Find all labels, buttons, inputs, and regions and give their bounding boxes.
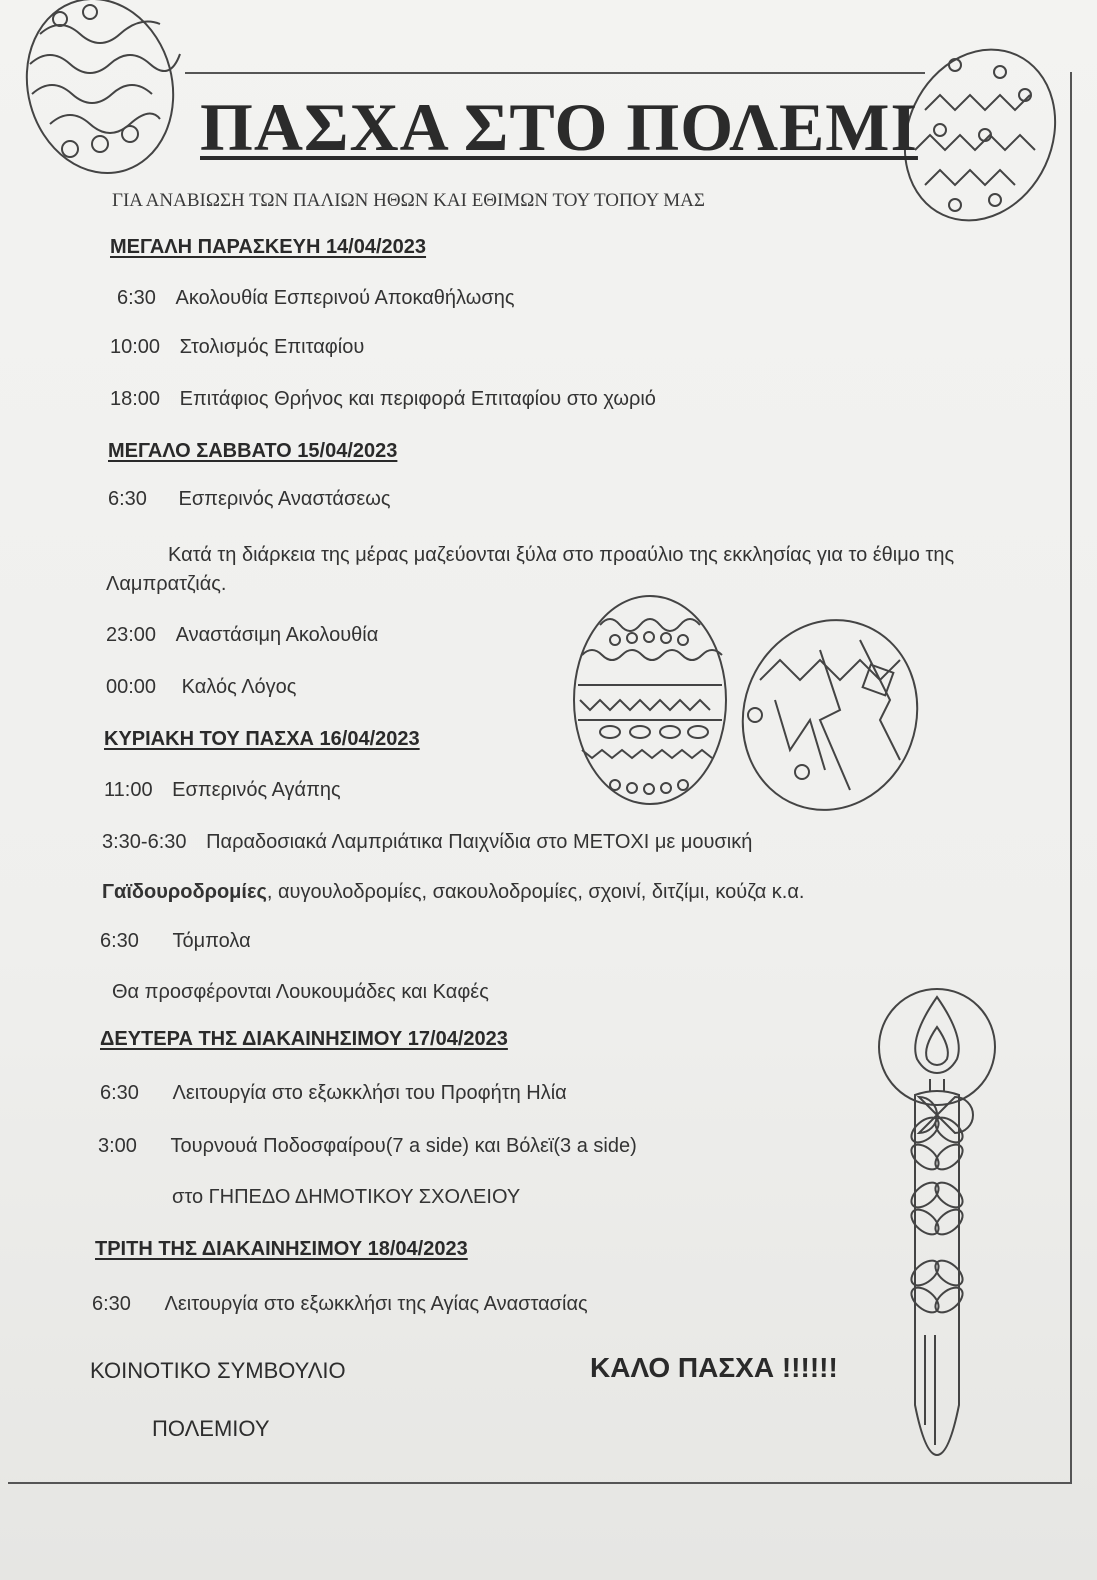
event-time: 10:00 [110, 336, 161, 358]
organizer-line-2: ΠΟΛΕΜΙΟΥ [152, 1416, 270, 1441]
games-highlight: Γαϊδουροδρομίες [102, 881, 267, 903]
easter-egg-icon [10, 0, 180, 184]
event-row [100, 1082, 567, 1105]
day-heading: ΜΕΓΑΛΗ ΠΑΡΑΣΚΕΥΗ 14/04/2023 [110, 236, 427, 258]
event-desc: Ακολουθία Εσπερινού Αποκαθήλωσης [175, 287, 515, 309]
easter-eggs-pair-icon [570, 590, 930, 820]
event-time: 00:00 [106, 676, 157, 698]
event-time: 3:30-6:30 [102, 831, 187, 853]
event-row [104, 779, 341, 802]
event-time: 11:00 [104, 779, 153, 801]
event-desc: Στολισμός Επιταφίου [179, 336, 365, 358]
event-row [102, 831, 752, 854]
event-time: 18:00 [110, 388, 161, 410]
event-time: 23:00 [106, 624, 157, 646]
event-time: 6:30 [108, 488, 147, 510]
event-desc: Αναστάσιμη Ακολουθία [175, 624, 379, 646]
event-time: 6:30 [100, 1082, 139, 1104]
easter-greeting: ΚΑΛΟ ΠΑΣΧΑ !!!!!! [590, 1352, 838, 1383]
event-row [108, 488, 391, 511]
event-row [106, 624, 378, 647]
event-desc: Τουρνουά Ποδοσφαίρου(7 a side) και Βόλεϊ(3 a side) [170, 1135, 637, 1157]
event-row [110, 336, 364, 359]
event-row [117, 287, 514, 310]
event-row [110, 388, 656, 411]
event-time: 6:30 [117, 287, 156, 309]
easter-candle-icon [875, 985, 1015, 1465]
offer-line: Θα προσφέρονται Λουκουμάδες και Καφές [112, 981, 489, 1003]
event-row [98, 1135, 637, 1158]
day-heading: ΚΥΡΙΑΚΗ ΤΟΥ ΠΑΣΧΑ 16/04/2023 [104, 728, 420, 750]
event-row [100, 930, 251, 953]
day-heading: ΜΕΓΑΛΟ ΣΑΒΒΑΤΟ 15/04/2023 [108, 440, 398, 462]
event-desc: Τόμπολα [172, 930, 251, 952]
page-title: ΠΑΣΧΑ ΣΤΟ ΠΟΛΕΜΙ [200, 89, 918, 165]
games-list [102, 881, 805, 904]
event-time: 6:30 [92, 1293, 131, 1315]
day-heading: ΔΕΥΤΕΡΑ ΤΗΣ ΔΙΑΚΑΙΝΗΣΙΜΟΥ 17/04/2023 [100, 1028, 508, 1050]
event-row [106, 676, 296, 699]
event-desc: Επιτάφιος Θρήνος και περιφορά Επιταφίου στο χωριό [179, 388, 656, 410]
event-desc: Παραδοσιακά Λαμπριάτικα Παιχνίδια στο ΜΕΤΟΧΙ με μουσική [206, 831, 753, 853]
event-desc: Λειτουργία στο εξωκκλήσι του Προφήτη Ηλία [172, 1082, 567, 1104]
page-subtitle: ΓΙΑ ΑΝΑΒΙΩΣΗ ΤΩΝ ΠΑΛΙΩΝ ΗΘΩΝ ΚΑΙ ΕΘΙΜΩΝ ΤΟΥ ΤΟΠΟΥ ΜΑΣ [112, 190, 705, 211]
event-time: 3:00 [98, 1135, 137, 1157]
event-row [92, 1293, 588, 1316]
venue-line: στο ΓΗΠΕΔΟ ΔΗΜΟΤΙΚΟΥ ΣΧΟΛΕΙΟΥ [172, 1186, 521, 1208]
games-rest: , αυγουλοδρομίες, σακουλοδρομίες, σχοινί, διτζίμι, κούζα κ.α. [266, 881, 805, 903]
organizer-line-1: ΚΟΙΝΟΤΙΚΟ ΣΥΜΒΟΥΛΙΟ [90, 1358, 346, 1383]
event-desc: Καλός Λόγος [181, 676, 297, 698]
event-desc: Λειτουργία στο εξωκκλήσι της Αγίας Αναστασίας [164, 1293, 588, 1315]
event-desc: Εσπερινός Αναστάσεως [178, 488, 391, 510]
event-time: 6:30 [100, 930, 139, 952]
event-desc: Εσπερινός Αγάπης [172, 779, 341, 801]
easter-egg-icon [895, 40, 1065, 230]
lamprantzia-note: Κατά τη διάρκεια της μέρας μαζεύονται ξύλα στο προαύλιο της εκκλησίας για το έθιμο της Λαμπρατζιάς. [106, 544, 955, 595]
day-heading: ΤΡΙΤΗ ΤΗΣ ΔΙΑΚΑΙΝΗΣΙΜΟΥ 18/04/2023 [95, 1238, 468, 1260]
title-rule [185, 72, 925, 74]
